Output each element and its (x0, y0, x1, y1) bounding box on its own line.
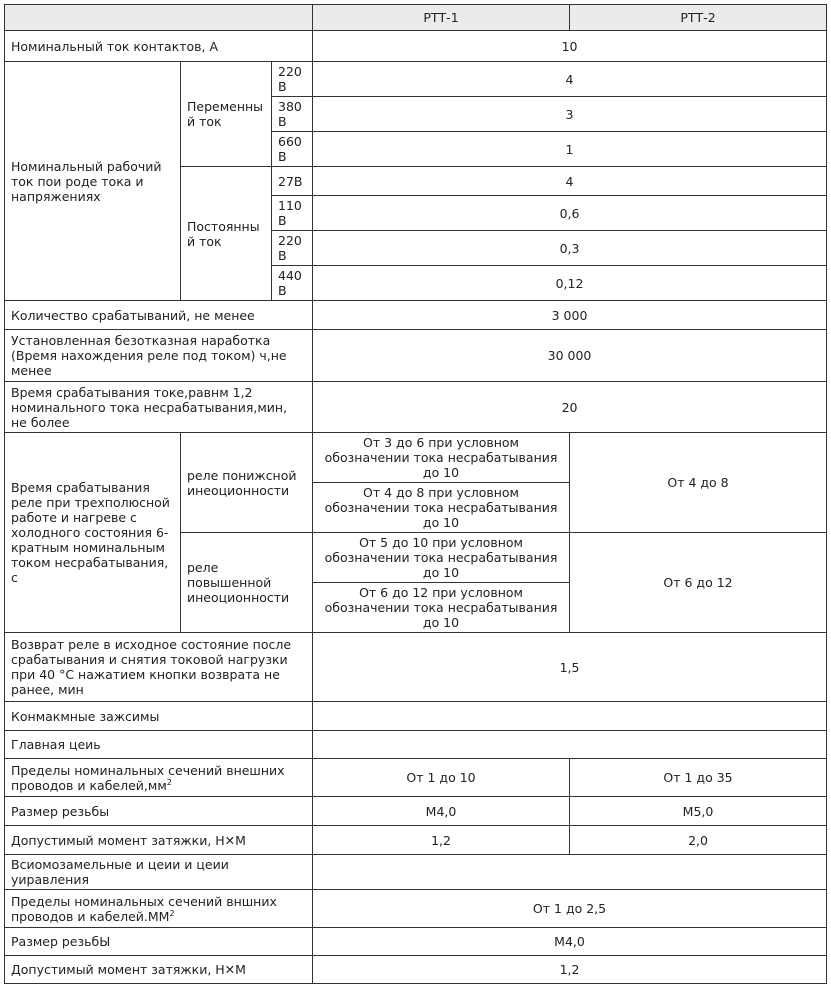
low-inertia-label: реле понижсной инеоционности (181, 433, 313, 533)
row-label: Возврат реле в исходное состояние после срабатывания и снятия токовой нагрузки при 40 °С нажатием кнопки возврата не ранее, мин (5, 633, 313, 702)
operating-current-label: Номинальный рабочий ток пои роде тока и напряжениях (5, 62, 181, 301)
high-inertia-label: реле повышенной инеоционности (181, 533, 313, 633)
voltage-cell: 440В (272, 266, 313, 301)
rtt2-cell: М5,0 (570, 797, 827, 826)
row-value: 1,5 (313, 633, 827, 702)
voltage-cell: 220В (272, 62, 313, 97)
rtt2-cell: От 6 до 12 (570, 533, 827, 633)
row-value: 20 (313, 382, 827, 433)
row-value: 1 (313, 132, 827, 167)
rtt2-cell: От 1 до 35 (570, 759, 827, 797)
row-value: 0,6 (313, 196, 827, 231)
header-row (5, 5, 827, 31)
table-row (5, 31, 827, 62)
rtt2-cell: 2,0 (570, 826, 827, 855)
table-row (5, 301, 827, 330)
table-row (5, 797, 827, 826)
row-value: 0,3 (313, 231, 827, 266)
header-blank (5, 5, 313, 31)
row-label: Пределы номинальных сечений вншних проводов и $кабелей.ММ^2$ (5, 890, 313, 928)
section-label: Всиомозамельные и цеии и цеии уиравления (5, 855, 313, 890)
rtt1-cell: От 5 до 10 при условном обозначении тока несрабатывания до 10 (313, 533, 570, 583)
row-value: 4 (313, 62, 827, 97)
header-rtt2: РТТ-2 (570, 5, 827, 31)
row-value: 3 (313, 97, 827, 132)
ac-label: Переменный ток (181, 62, 272, 167)
trip-6x-label: Время срабатывания реле при трехполюсной работе и нагреве с холодного состояния 6-кратным номинальным током несрабатывания, с (5, 433, 181, 633)
table-row (5, 826, 827, 855)
row-value: 10 (313, 31, 827, 62)
row-label: Размер резьбы (5, 797, 313, 826)
row-value: 1,2 (313, 956, 827, 984)
row-label: Допустимый момент затяжки, Н✕М (5, 956, 313, 984)
empty-cell (313, 855, 827, 890)
row-label: Размер резьбЫ (5, 928, 313, 956)
row-value: М4,0 (313, 928, 827, 956)
table-row (5, 382, 827, 433)
row-label: Номинальный ток контактов, А (5, 31, 313, 62)
table-row (5, 956, 827, 984)
table-row (5, 62, 827, 97)
row-label: Время срабатывания токе,равнм 1,2 номинального тока несрабатывания,мин, не более (5, 382, 313, 433)
rtt1-cell: 1,2 (313, 826, 570, 855)
table-row (5, 433, 827, 483)
rtt1-cell: От 4 до 8 при условном обозначении тока несрабатывания до 10 (313, 483, 570, 533)
section-label: Главная цеиь (5, 731, 313, 759)
section-label: Конмакмные зажсимы (5, 702, 313, 731)
rtt1-cell: От 1 до 10 (313, 759, 570, 797)
rtt1-cell: От 3 до 6 при условном обозначении тока несрабатывания до 10 (313, 433, 570, 483)
voltage-cell: 27В (272, 167, 313, 196)
rtt1-cell: М4,0 (313, 797, 570, 826)
row-value: 0,12 (313, 266, 827, 301)
empty-cell (313, 731, 827, 759)
table-row (5, 633, 827, 702)
row-value: 30 000 (313, 330, 827, 382)
row-label: Пределы номинальных сечений внешних проводов и $кабелей,мм^2$ (5, 759, 313, 797)
section-row (5, 855, 827, 890)
section-row (5, 731, 827, 759)
table-row (5, 890, 827, 928)
rtt2-cell: От 4 до 8 (570, 433, 827, 533)
row-label: Количество срабатываний, не менее (5, 301, 313, 330)
row-label: Допустимый момент затяжки, Н✕М (5, 826, 313, 855)
table-row (5, 330, 827, 382)
row-value: 4 (313, 167, 827, 196)
voltage-cell: 110В (272, 196, 313, 231)
row-value: 3 000 (313, 301, 827, 330)
row-value: От 1 до 2,5 (313, 890, 827, 928)
spec-table (4, 4, 827, 984)
empty-cell (313, 702, 827, 731)
voltage-cell: 220В (272, 231, 313, 266)
dc-label: Постоянный ток (181, 167, 272, 301)
header-rtt1: РТТ-1 (313, 5, 570, 31)
voltage-cell: 660В (272, 132, 313, 167)
table-row (5, 759, 827, 797)
row-label: Установленная безотказная наработка (Время нахождения реле под током) ч,не менее (5, 330, 313, 382)
voltage-cell: 380В (272, 97, 313, 132)
rtt1-cell: От 6 до 12 при условном обозначении тока несрабатывания до 10 (313, 583, 570, 633)
table-row (5, 928, 827, 956)
section-row (5, 702, 827, 731)
